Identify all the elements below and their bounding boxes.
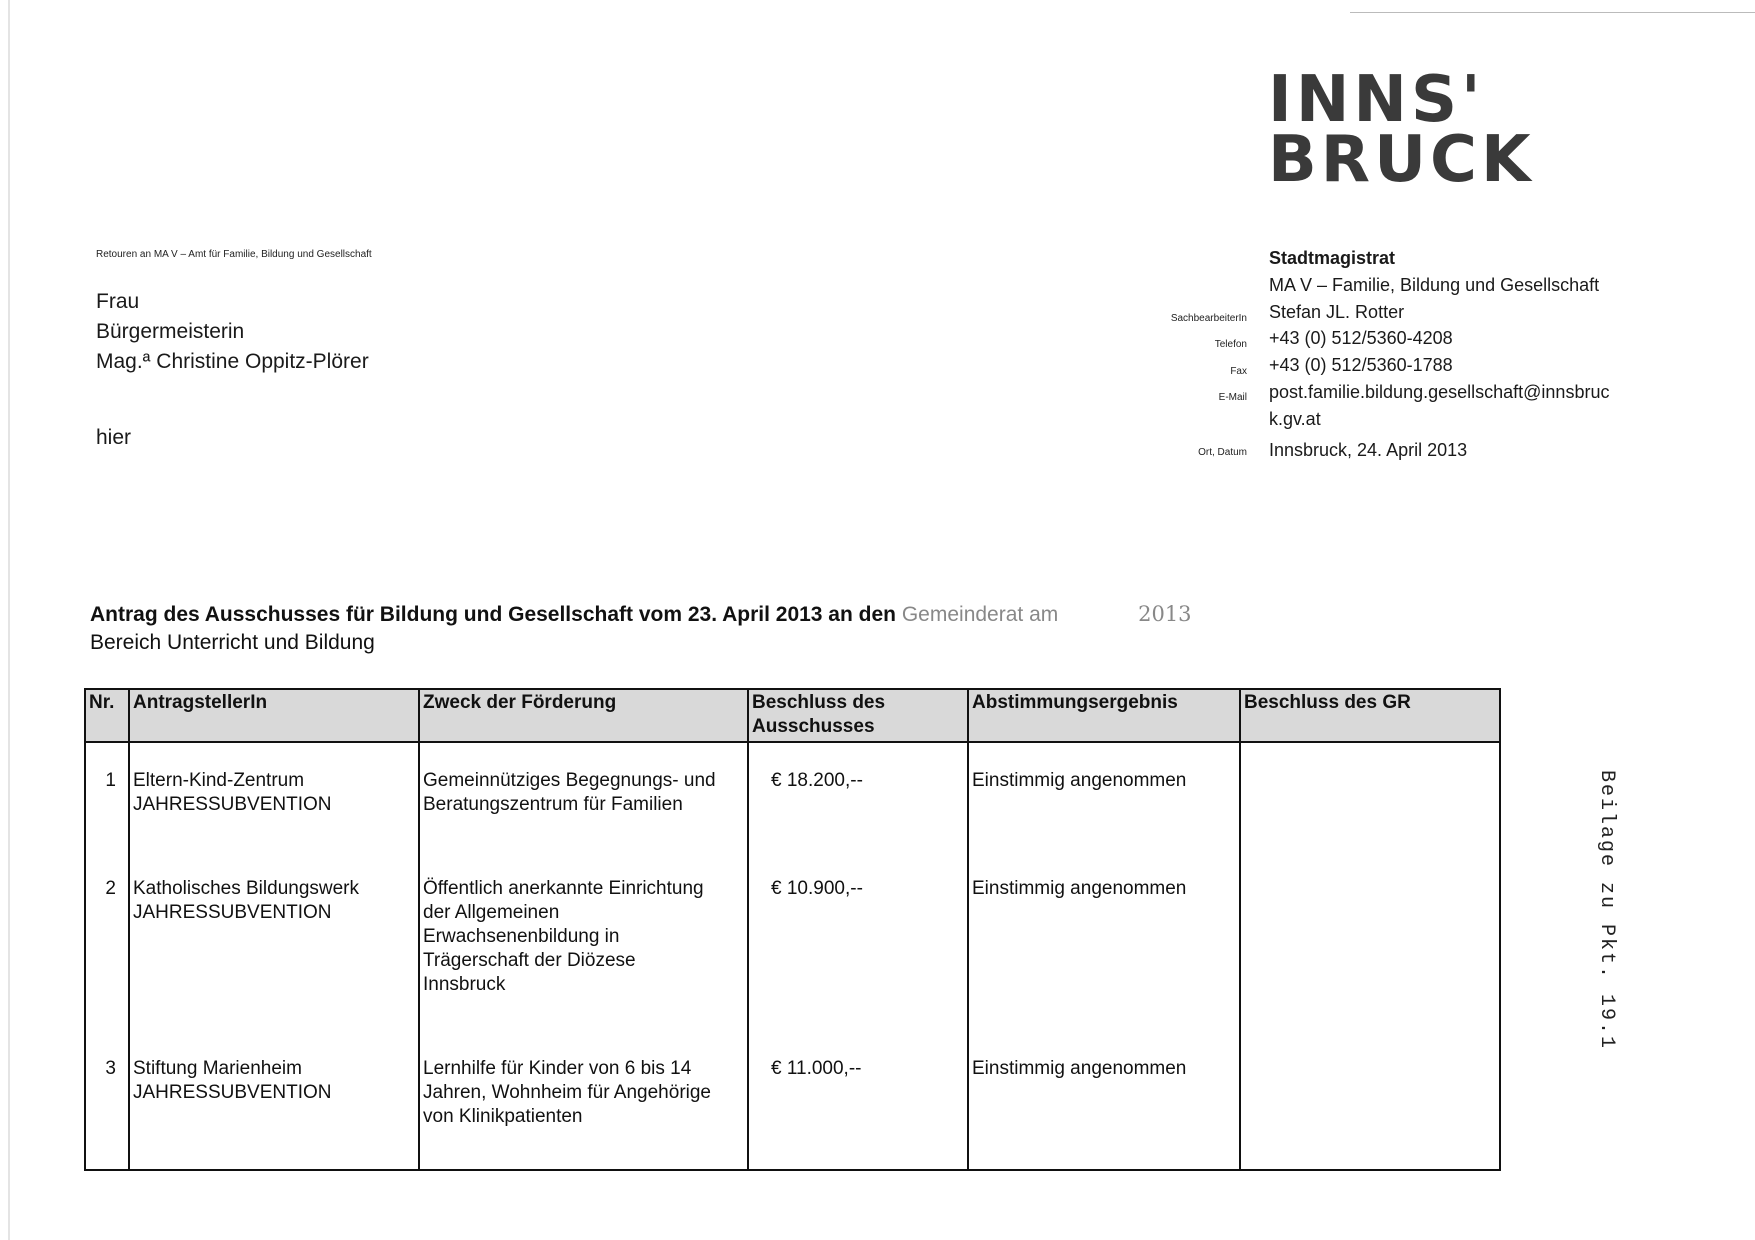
email-line-1: post.familie.bildung.gesellschaft@innsbruc	[1269, 382, 1610, 402]
recipient-name: Mag.ª Christine Oppitz-Plörer	[96, 350, 369, 373]
attachment-note: Beilage zu Pkt. 19.1	[1595, 770, 1618, 1051]
purpose-line: der Allgemeinen	[423, 902, 560, 923]
purpose-line: von Klinikpatienten	[423, 1106, 583, 1127]
table-row	[85, 851, 1500, 1031]
row-nr: 2	[85, 851, 129, 1031]
applicant-name: Stiftung Marienheim	[133, 1058, 302, 1079]
row-purpose	[419, 1031, 748, 1170]
document-heading	[90, 602, 1192, 627]
heading-year: 2013	[1138, 602, 1192, 626]
applicant-type: JAHRESSUBVENTION	[133, 1082, 332, 1103]
scan-edge	[8, 0, 10, 1240]
table-row	[85, 742, 1500, 851]
row-nr: 1	[85, 742, 129, 851]
row-amount: € 18.200,--	[748, 742, 968, 851]
row-amount: € 11.000,--	[748, 1031, 968, 1170]
logo-line-1: INNS'	[1268, 63, 1485, 137]
row-amount: € 10.900,--	[748, 851, 968, 1031]
grant-table	[84, 688, 1501, 1171]
row-applicant	[129, 742, 419, 851]
recipient-location: hier	[96, 426, 132, 449]
scan-line	[1350, 12, 1755, 13]
row-council	[1240, 851, 1500, 1031]
table-header-row	[85, 689, 1500, 742]
header-nr: Nr.	[85, 689, 129, 742]
header-purpose: Zweck der Förderung	[419, 689, 748, 742]
applicant-name: Katholisches Bildungswerk	[133, 878, 360, 899]
recipient-salutation: Frau	[96, 290, 140, 313]
purpose-line: Innsbruck	[423, 974, 506, 995]
purpose-line: Erwachsenenbildung in	[423, 926, 620, 947]
sender-org: Stadtmagistrat	[1269, 248, 1396, 268]
phone-label: Telefon	[1214, 339, 1247, 350]
heading-main: Antrag des Ausschusses für Bildung und Gesellschaft vom 23. April 2013 an den	[90, 603, 896, 626]
fax-label: Fax	[1230, 366, 1247, 377]
header-council: Beschluss des GR	[1240, 689, 1500, 742]
purpose-line: Lernhilfe für Kinder von 6 bis 14	[423, 1058, 692, 1079]
row-applicant	[129, 851, 419, 1031]
phone-number: +43 (0) 512/5360-4208	[1269, 328, 1453, 348]
row-vote: Einstimmig angenommen	[968, 742, 1240, 851]
date-value: Innsbruck, 24. April 2013	[1269, 440, 1468, 460]
purpose-line: Öffentlich anerkannte Einrichtung	[423, 878, 704, 899]
row-council	[1240, 742, 1500, 851]
clerk-label: SachbearbeiterIn	[1170, 313, 1247, 324]
table-row	[85, 1031, 1500, 1170]
header-decision-line-1: Beschluss des	[752, 692, 886, 713]
purpose-line: Trägerschaft der Diözese	[423, 950, 636, 971]
row-nr: 3	[85, 1031, 129, 1170]
purpose-line: Beratungszentrum für Familien	[423, 794, 683, 815]
email-label: E-Mail	[1218, 392, 1247, 403]
sender-department: MA V – Familie, Bildung und Gesellschaft	[1269, 275, 1600, 295]
recipient-title: Bürgermeisterin	[96, 320, 245, 343]
applicant-type: JAHRESSUBVENTION	[133, 902, 332, 923]
row-applicant	[129, 1031, 419, 1170]
header-decision-line-2: Ausschusses	[752, 716, 875, 737]
logo-line-2: BRUCK	[1268, 123, 1535, 197]
email-line-2: k.gv.at	[1269, 409, 1321, 429]
row-council	[1240, 1031, 1500, 1170]
date-label: Ort, Datum	[1198, 447, 1247, 458]
row-purpose	[419, 742, 748, 851]
header-applicant: AntragstellerIn	[129, 689, 419, 742]
header-decision	[748, 689, 968, 742]
purpose-line: Jahren, Wohnheim für Angehörige	[423, 1082, 711, 1103]
applicant-name: Eltern-Kind-Zentrum	[133, 770, 305, 791]
innsbruck-logo	[1268, 63, 1535, 197]
return-address: Retouren an MA V – Amt für Familie, Bildung und Gesellschaft	[96, 249, 372, 260]
clerk-name: Stefan JL. Rotter	[1269, 302, 1405, 322]
row-purpose	[419, 851, 748, 1031]
document-subheading: Bereich Unterricht und Bildung	[90, 631, 375, 654]
purpose-line: Gemeinnütziges Begegnungs- und	[423, 770, 716, 791]
applicant-type: JAHRESSUBVENTION	[133, 794, 332, 815]
heading-council: Gemeinderat am	[901, 603, 1059, 626]
header-vote: Abstimmungsergebnis	[968, 689, 1240, 742]
row-vote: Einstimmig angenommen	[968, 1031, 1240, 1170]
row-vote: Einstimmig angenommen	[968, 851, 1240, 1031]
fax-number: +43 (0) 512/5360-1788	[1269, 355, 1453, 375]
